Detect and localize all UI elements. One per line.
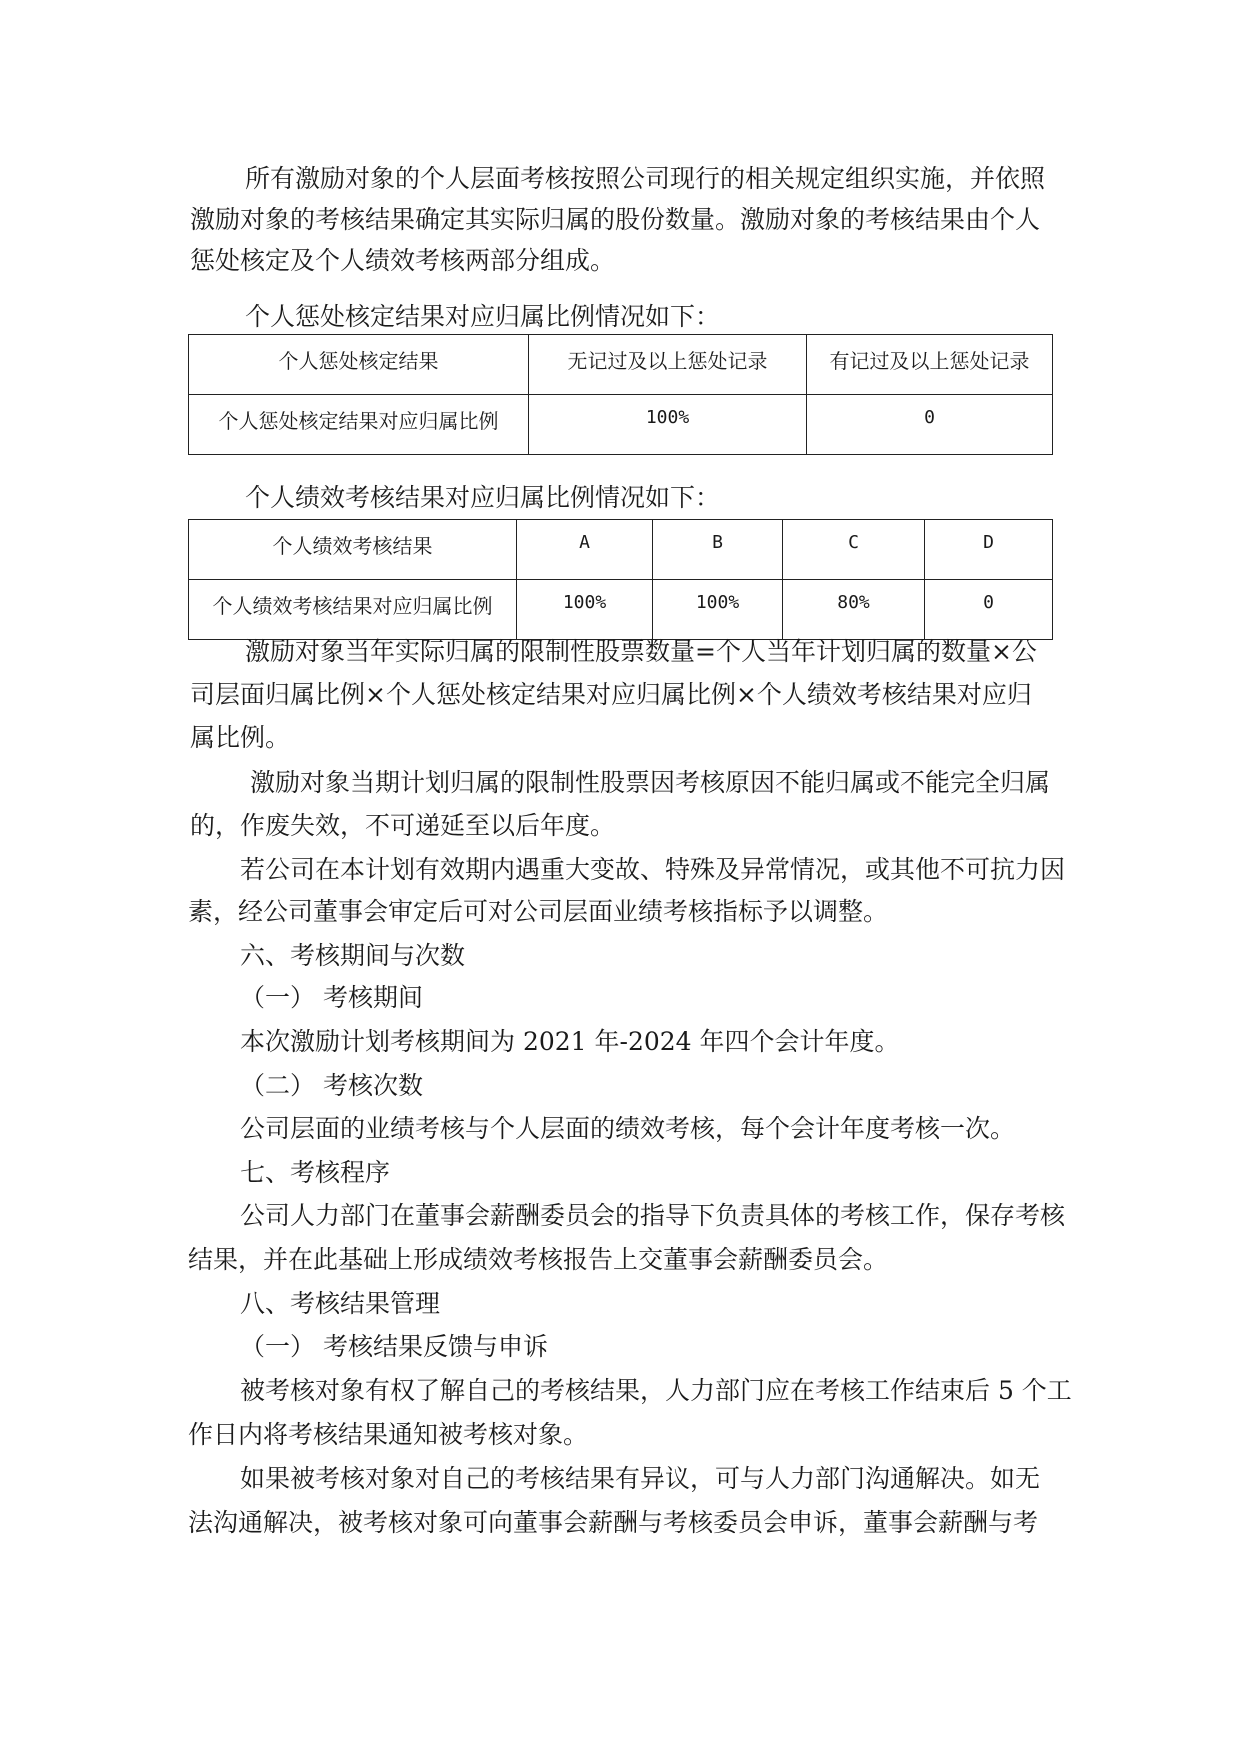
table-header-cell: 有记过及以上惩处记录 [807,335,1053,395]
paragraph-line: 若公司在本计划有效期内遇重大变故、特殊及异常情况，或其他不可抗力因 [240,855,1066,884]
paragraph-line: 激励对象当期计划归属的限制性股票因考核原因不能归属或不能完全归属 [250,768,1051,797]
table-row-label: 个人惩处核定结果对应归属比例 [189,395,529,455]
table-header-cell: 个人惩处核定结果 [189,335,529,395]
table-header-cell: D [925,520,1053,580]
table-cell: 80% [783,580,925,640]
table-row-label: 个人绩效考核结果对应归属比例 [189,580,517,640]
paragraph-line: 公司层面的业绩考核与个人层面的绩效考核，每个会计年度考核一次。 [240,1114,1016,1143]
subsection-heading: （一） 考核结果反馈与申诉 [240,1332,548,1361]
section-heading: 七、考核程序 [240,1158,391,1187]
subsection-heading: （一） 考核期间 [240,983,423,1012]
paragraph-line: 法沟通解决，被考核对象可向董事会薪酬与考核委员会申诉，董事会薪酬与考 [188,1508,1039,1537]
table-cell: 0 [925,580,1053,640]
table-cell: 0 [807,395,1053,455]
subsection-heading: （二） 考核次数 [240,1071,423,1100]
table-caption: 个人绩效考核结果对应归属比例情况如下： [245,483,721,512]
paragraph-line: 本次激励计划考核期间为 2021 年-2024 年四个会计年度。 [240,1027,900,1056]
paragraph-line: 如果被考核对象对自己的考核结果有异议，可与人力部门沟通解决。如无 [240,1464,1041,1493]
table-header-cell: A [517,520,653,580]
paragraph-line: 被考核对象有权了解自己的考核结果，人力部门应在考核工作结束后 5 个工 [240,1376,1072,1405]
section-heading: 八、考核结果管理 [240,1289,441,1318]
table-header-cell: 无记过及以上惩处记录 [529,335,807,395]
paragraph-line: 结果，并在此基础上形成绩效考核报告上交董事会薪酬委员会。 [188,1245,889,1274]
table-header-cell: 个人绩效考核结果 [189,520,517,580]
paragraph-line: 司层面归属比例×个人惩处核定结果对应归属比例×个人绩效考核结果对应归 [190,680,1032,709]
table-cell: 100% [529,395,807,455]
table-cell: 100% [653,580,783,640]
table-header-cell: C [783,520,925,580]
table-caption: 个人惩处核定结果对应归属比例情况如下： [245,302,721,331]
table-cell: 100% [517,580,653,640]
section-heading: 六、考核期间与次数 [240,941,466,970]
paragraph-line: 的，作废失效，不可递延至以后年度。 [190,811,616,840]
paragraph-line: 素，经公司董事会审定后可对公司层面业绩考核指标予以调整。 [188,897,889,926]
performance-ratio-table [188,519,1053,640]
paragraph-line: 公司人力部门在董事会薪酬委员会的指导下负责具体的考核工作，保存考核 [240,1201,1066,1230]
table-header-cell: B [653,520,783,580]
paragraph-line: 属比例。 [190,723,291,752]
paragraph-line: 激励对象当年实际归属的限制性股票数量=个人当年计划归属的数量×公 [245,637,1037,666]
penalty-ratio-table [188,334,1053,455]
paragraph-line: 作日内将考核结果通知被考核对象。 [188,1420,589,1449]
paragraph-line: 惩处核定及个人绩效考核两部分组成。 [190,246,616,275]
paragraph-line: 所有激励对象的个人层面考核按照公司现行的相关规定组织实施，并依照 [245,164,1046,193]
paragraph-line: 激励对象的考核结果确定其实际归属的股份数量。激励对象的考核结果由个人 [190,205,1041,234]
